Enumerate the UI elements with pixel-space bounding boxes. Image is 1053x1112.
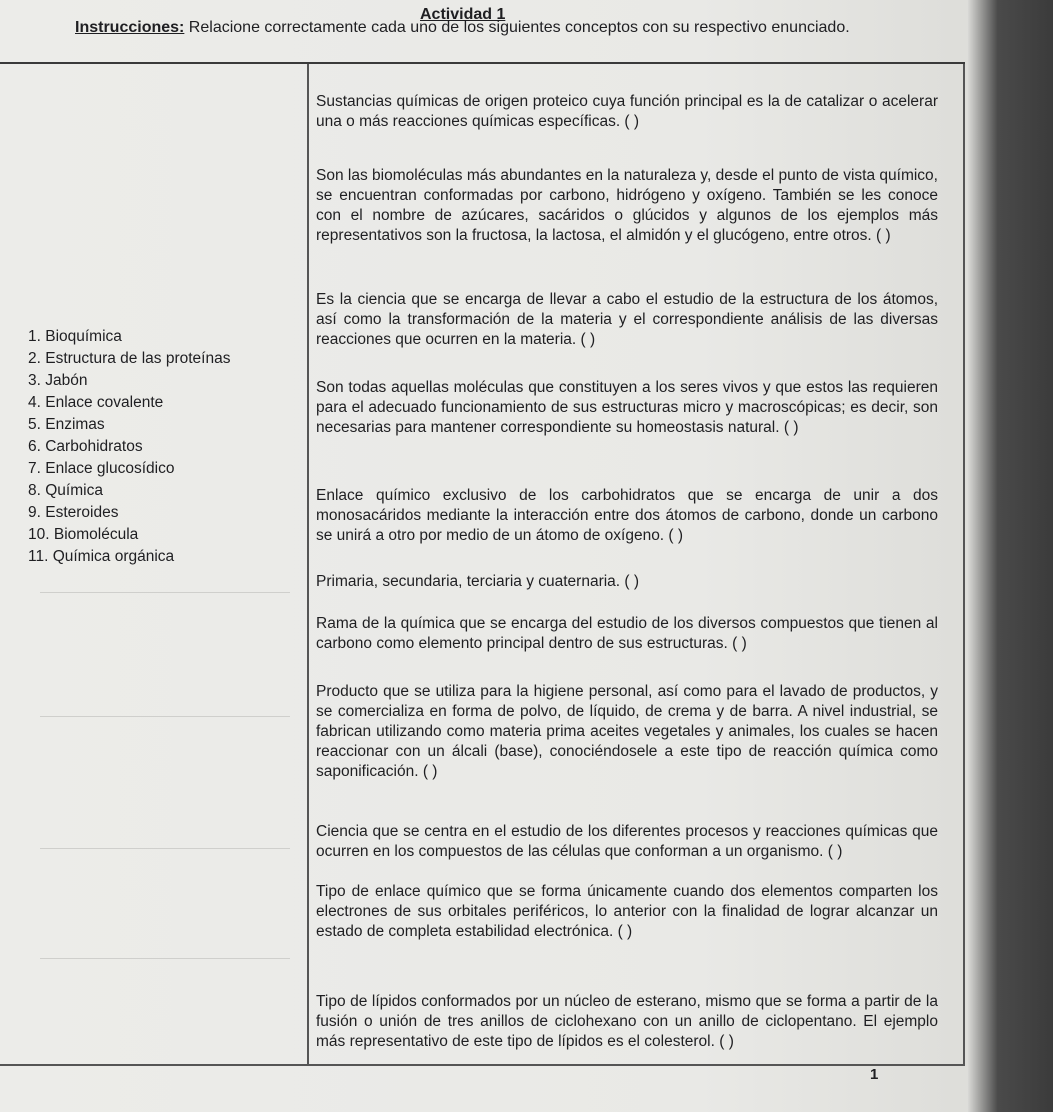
concept-item: 8. Química [28, 482, 103, 499]
definition-item: Tipo de lípidos conformados por un núcleo de esterano, mismo que se forma a partir de la fusión o unión de tres anillos de ciclohexano con un anillo de ciclopentano. El ejemplo más representativo de este tipo de lípidos es el colesterol. ( ) [316, 993, 938, 1050]
instructions-label: Instrucciones: [75, 19, 185, 36]
page-title: Actividad 1 [420, 6, 506, 23]
table-column-divider [307, 64, 309, 1064]
concept-item: 3. Jabón [28, 372, 88, 389]
concept-item: 6. Carbohidratos [28, 438, 143, 455]
definition-item: Primaria, secundaria, terciaria y cuaternaria. ( ) [316, 573, 640, 590]
table-top-border [0, 62, 965, 64]
definition-item: Producto que se utiliza para la higiene personal, así como para el lavado de productos, y se comercializa en forma de polvo, de líquido, de crema y de barra. A nivel industrial, se fabrican utilizando como materia prima aceites vegetales y animales, los cuales se hacen reaccionar con un álcali (base), conociéndosele a este tipo de reacción química como saponificación. ( ) [316, 683, 938, 780]
bleed-through-line [40, 592, 290, 593]
concept-item: 4. Enlace covalente [28, 394, 164, 411]
bleed-through-line [40, 716, 290, 717]
definition-item: Sustancias químicas de origen proteico cuya función principal es la de catalizar o acelerar una o más reacciones químicas específicas. ( ) [316, 93, 938, 130]
definition-item: Son todas aquellas moléculas que constituyen a los seres vivos y que estos las requieren para el adecuado funcionamiento de sus estructuras micro y macroscópicas; es decir, son necesarias para mantener correspondiente su homeostasis natural. ( ) [316, 379, 938, 436]
concept-item: 9. Esteroides [28, 504, 119, 521]
concept-item: 1. Bioquímica [28, 328, 122, 345]
concept-item: 2. Estructura de las proteínas [28, 350, 231, 367]
definition-item: Es la ciencia que se encarga de llevar a cabo el estudio de la estructura de los átomos, así como la transformación de la materia y el correspondiente análisis de las diversas reacciones que ocurren en la materia. ( ) [316, 291, 938, 348]
instructions-text: Relacione correctamente cada uno de los siguientes conceptos con su respectivo enunciado. [184, 19, 850, 36]
bleed-through-line [40, 958, 290, 959]
table-bottom-border [0, 1064, 965, 1066]
definition-item: Ciencia que se centra en el estudio de los diferentes procesos y reacciones químicas que ocurren en los compuestos de las células que conforman a un organismo. ( ) [316, 823, 938, 860]
concept-item: 7. Enlace glucosídico [28, 460, 175, 477]
background-edge [968, 0, 1053, 1112]
page-number: 1 [870, 1066, 879, 1083]
definition-item: Son las biomoléculas más abundantes en la naturaleza y, desde el punto de vista químico, se encuentran conformadas por carbono, hidrógeno y oxígeno. También se les conoce con el nombre de azúcares, sacáridos o glúcidos y algunos de los ejemplos más representativos son la fructosa, la lactosa, el almidón y el glucógeno, entre otros. ( ) [316, 167, 938, 244]
concept-item: 11. Química orgánica [28, 548, 175, 565]
bleed-through-line [40, 848, 290, 849]
definition-item: Tipo de enlace químico que se forma únicamente cuando dos elementos comparten los electrones de sus orbitales periféricos, lo anterior con la finalidad de lograr alcanzar un estado de completa estabilidad electrónica. ( ) [316, 883, 938, 940]
concept-item: 10. Biomolécula [28, 526, 139, 543]
definition-item: Enlace químico exclusivo de los carbohidratos que se encarga de unir a dos monosacáridos mediante la interacción entre dos átomos de carbono, donde un carbono se unirá a otro por medio de un átomo de oxígeno. ( ) [316, 487, 938, 544]
concept-item: 5. Enzimas [28, 416, 105, 433]
table-right-border [963, 64, 965, 1064]
instructions [75, 18, 855, 38]
definition-item: Rama de la química que se encarga del estudio de los diversos compuestos que tienen al carbono como elemento principal dentro de sus estructuras. ( ) [316, 615, 938, 652]
concept-list [28, 326, 230, 568]
